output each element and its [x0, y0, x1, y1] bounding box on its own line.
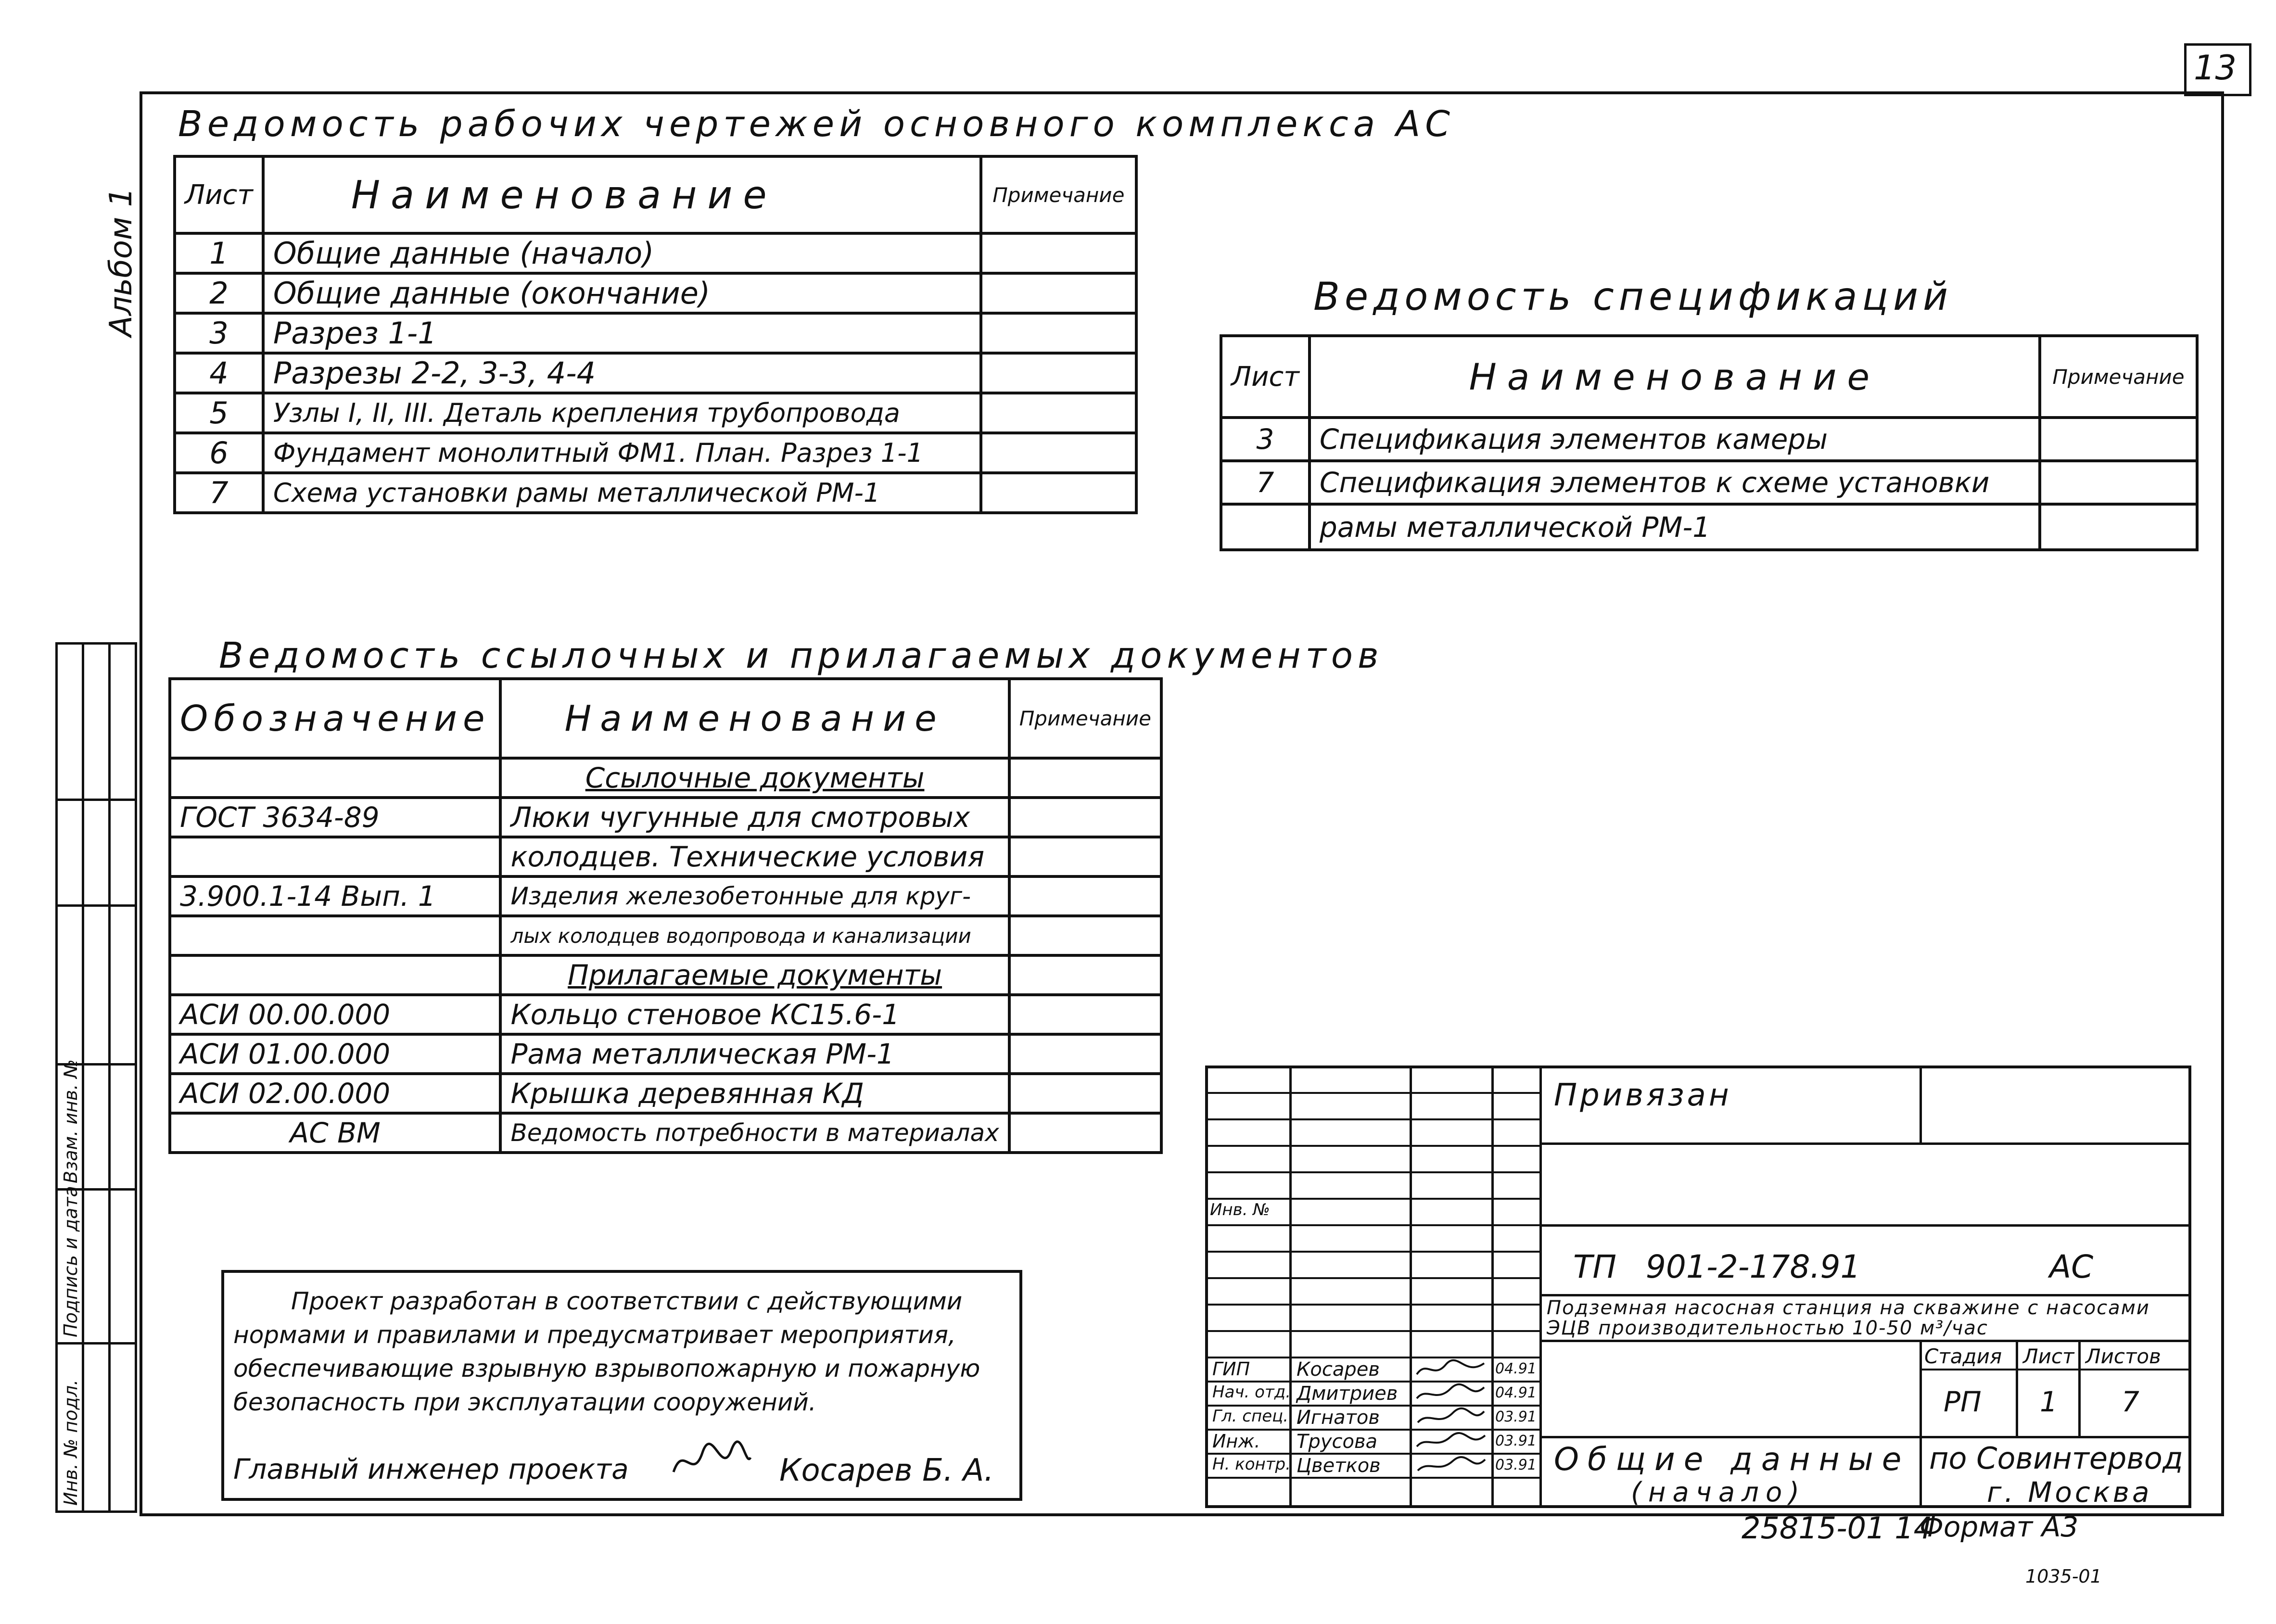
corner-code: 1035-01 — [2025, 1566, 2102, 1587]
sheet-name: Фундамент монолитный ФМ1. План. Разрез 1-1 — [263, 433, 981, 473]
doc-name: лых колодцев водопровода и канализации — [500, 916, 1009, 955]
doc-designation: АСИ 01.00.000 — [170, 1034, 500, 1074]
table-row — [1221, 418, 2197, 461]
sheet-name: Общие данные (окончание) — [263, 273, 981, 313]
sheet-name: Разрезы 2-2, 3-3, 4-4 — [263, 353, 981, 393]
doc-name: Рама металлическая РМ-1 — [500, 1034, 1009, 1074]
sheet-name: Разрез 1-1 — [263, 313, 981, 353]
sheet-number: 5 — [175, 393, 263, 433]
table-row — [1221, 504, 2197, 550]
staff-name: Игнатов — [1297, 1407, 1380, 1429]
table-row — [170, 876, 1161, 916]
drawings-table — [173, 155, 1138, 514]
table-row — [170, 1113, 1161, 1153]
staff-role: Нач. отд. — [1212, 1383, 1291, 1402]
stamp-line — [1205, 1171, 1542, 1173]
staff-date: 03.91 — [1495, 1433, 1537, 1449]
staff-name: Дмитриев — [1297, 1383, 1398, 1405]
table-row — [175, 473, 1136, 513]
sheet-header: Лист — [2023, 1345, 2074, 1368]
col-designation: Обозначение — [170, 679, 500, 758]
stamp-line — [1491, 1066, 1494, 1508]
stamp-line — [1205, 1330, 1542, 1332]
stage-value: РП — [1944, 1385, 1982, 1418]
stamp-line — [1205, 1251, 1542, 1253]
left-strip-sep-1 — [55, 799, 137, 801]
doc-designation: АСИ 00.00.000 — [170, 995, 500, 1034]
doc-section-heading: Прилагаемые документы — [500, 955, 1009, 995]
sheets-header: Листов — [2085, 1345, 2161, 1368]
staff-date: 03.91 — [1495, 1408, 1537, 1425]
sheet-note — [981, 393, 1136, 433]
staff-date: 03.91 — [1495, 1457, 1537, 1473]
left-strip-sep-2 — [55, 904, 137, 907]
sheet-number: 3 — [1221, 418, 1310, 461]
col-note: Примечание — [2040, 336, 2197, 418]
doc-name: Изделия железобетонные для круг- — [500, 876, 1009, 916]
stamp-line — [1920, 1369, 2191, 1370]
paper-format: Формат А3 — [1920, 1510, 2079, 1543]
staff-name: Трусова — [1297, 1431, 1378, 1453]
note-line: нормами и правилами и предусматривает мероприятия, — [233, 1321, 956, 1349]
doc-designation — [170, 916, 500, 955]
sheet-value: 1 — [2040, 1385, 2058, 1418]
table-row — [175, 353, 1136, 393]
doc-note — [1009, 837, 1161, 876]
table-row — [175, 313, 1136, 353]
staff-name: Косарев — [1297, 1358, 1380, 1381]
project-code: ТП 901-2-178.91 — [1573, 1248, 1861, 1285]
staff-role: Н. контр. — [1212, 1455, 1291, 1474]
stamp-line — [1539, 1340, 2191, 1342]
sheet-name: Спецификация элементов камеры — [1310, 418, 2040, 461]
doc-name: колодцев. Технические условия — [500, 837, 1009, 876]
inventory-number: 25815-01 14 — [1742, 1510, 1933, 1546]
album-label: Альбом 1 — [103, 187, 139, 337]
table-row — [170, 995, 1161, 1034]
sheet-note — [981, 313, 1136, 353]
stamp-line — [1539, 1294, 2191, 1296]
col-note: Примечание — [981, 156, 1136, 233]
refs-title: Ведомость ссылочных и прилагаемых документов — [219, 635, 1384, 676]
sheet-note — [981, 233, 1136, 273]
table-row — [170, 758, 1161, 798]
left-strip-line-2 — [108, 642, 111, 1513]
privyazan-label: Привязан — [1554, 1078, 1732, 1113]
doc-note — [1009, 876, 1161, 916]
sheet-number: 1 — [175, 233, 263, 273]
table-row — [170, 837, 1161, 876]
doc-designation: АСИ 02.00.000 — [170, 1074, 500, 1113]
table-row — [170, 1034, 1161, 1074]
stamp-line — [1205, 1224, 1542, 1226]
staff-role: Инж. — [1212, 1431, 1260, 1452]
col-sheet: Лист — [175, 156, 263, 233]
col-note: Примечание — [1009, 679, 1161, 758]
left-strip-label-inv: Инв. № подл. — [60, 1379, 81, 1506]
stage-header: Стадия — [1924, 1345, 2002, 1368]
table-row — [170, 955, 1161, 995]
table-row — [175, 433, 1136, 473]
stamp-line — [1205, 1145, 1542, 1147]
sheet-note — [981, 433, 1136, 473]
sheets-value: 7 — [2122, 1385, 2139, 1418]
staff-role: Гл. спец. — [1212, 1407, 1289, 1426]
project-description: Подземная насосная станция на скважине с насосами ЭЦВ производительностью 10-50 м³/час — [1547, 1297, 2150, 1339]
sheet-title-1: Общие данные — [1554, 1441, 1910, 1478]
doc-note — [1009, 995, 1161, 1034]
chief-engineer-signature — [669, 1438, 755, 1486]
doc-name: Кольцо стеновое КС15.6-1 — [500, 995, 1009, 1034]
doc-note — [1009, 1034, 1161, 1074]
specs-header-row — [1221, 336, 2197, 418]
col-name: Наименование — [500, 679, 1009, 758]
stamp-line — [1920, 1340, 1922, 1508]
sheet-title-2: (начало) — [1631, 1477, 1806, 1508]
table-row — [1221, 461, 2197, 504]
stamp-line — [1205, 1477, 1542, 1479]
sheet-note — [2040, 504, 2197, 550]
note-text — [233, 1284, 980, 1419]
stamp-line — [1205, 1277, 1542, 1279]
sheet-number: 4 — [175, 353, 263, 393]
sheet-number — [1221, 504, 1310, 550]
sheet-note — [2040, 418, 2197, 461]
stamp-line — [1205, 1198, 1542, 1200]
doc-note — [1009, 1113, 1161, 1153]
chief-engineer-name: Косарев Б. А. — [779, 1453, 994, 1488]
staff-name: Цветков — [1297, 1455, 1381, 1477]
stamp-line — [1539, 1066, 1542, 1508]
doc-designation: АС ВМ — [170, 1113, 500, 1153]
doc-designation — [170, 955, 500, 995]
doc-note — [1009, 798, 1161, 837]
organization-2: г. Москва — [1987, 1476, 2152, 1509]
sheet-note — [981, 273, 1136, 313]
note-line: обеспечивающие взрывную взрывопожарную и пожарную — [233, 1355, 980, 1383]
drawings-header-row — [175, 156, 1136, 233]
sheet-note — [2040, 461, 2197, 504]
drawings-title: Ведомость рабочих чертежей основного комплекса АС — [178, 103, 1455, 145]
col-name: Наименование — [263, 156, 981, 233]
refs-header-row — [170, 679, 1161, 758]
table-row — [170, 1074, 1161, 1113]
sheet-name: Схема установки рамы металлической РМ-1 — [263, 473, 981, 513]
table-row — [175, 273, 1136, 313]
sheet-name: Спецификация элементов к схеме установки — [1310, 461, 2040, 504]
left-strip-label-vzam: Взам. инв. № — [60, 1059, 81, 1183]
stamp-line — [1920, 1066, 1922, 1142]
chief-engineer-label: Главный инженер проекта — [233, 1453, 629, 1485]
stamp-line — [1205, 1092, 1542, 1094]
page-number: 13 — [2194, 48, 2237, 88]
stamp-line — [1289, 1066, 1292, 1508]
inv-label: Инв. № — [1210, 1200, 1270, 1219]
project-mark: АС — [2049, 1248, 2094, 1285]
stamp-line — [1205, 1304, 1542, 1306]
sheet-name: рамы металлической РМ-1 — [1310, 504, 2040, 550]
sheet-number: 7 — [175, 473, 263, 513]
doc-designation — [170, 758, 500, 798]
refs-table — [168, 677, 1163, 1154]
table-row — [175, 393, 1136, 433]
table-row — [175, 233, 1136, 273]
staff-role: ГИП — [1212, 1358, 1250, 1380]
doc-note — [1009, 758, 1161, 798]
col-name: Наименование — [1310, 336, 2040, 418]
left-strip-line-1 — [82, 642, 84, 1513]
doc-note — [1009, 955, 1161, 995]
doc-designation: 3.900.1-14 Вып. 1 — [170, 876, 500, 916]
doc-designation: ГОСТ 3634-89 — [170, 798, 500, 837]
stamp-line — [1539, 1436, 2191, 1438]
doc-designation — [170, 837, 500, 876]
stamp-line — [1205, 1118, 1542, 1120]
stamp-line — [2078, 1340, 2081, 1436]
note-line: безопасность при эксплуатации сооружений. — [233, 1388, 816, 1416]
sheet-name: Общие данные (начало) — [263, 233, 981, 273]
table-row — [170, 916, 1161, 955]
sheet-number: 6 — [175, 433, 263, 473]
doc-name: Крышка деревянная КД — [500, 1074, 1009, 1113]
doc-note — [1009, 916, 1161, 955]
stamp-line — [1539, 1224, 2191, 1227]
doc-name: Ведомость потребности в материалах — [500, 1113, 1009, 1153]
table-row — [170, 798, 1161, 837]
doc-section-heading: Ссылочные документы — [500, 758, 1009, 798]
doc-note — [1009, 1074, 1161, 1113]
left-strip-label-sign: Подпись и дата — [60, 1186, 81, 1337]
sheet-number: 2 — [175, 273, 263, 313]
sheet-note — [981, 473, 1136, 513]
stamp-line — [1539, 1142, 2191, 1145]
staff-date: 04.91 — [1495, 1360, 1537, 1377]
left-strip-sep-5 — [55, 1342, 137, 1345]
staff-date: 04.91 — [1495, 1384, 1537, 1401]
staff-signatures — [1412, 1358, 1491, 1478]
sheet-note — [981, 353, 1136, 393]
specs-title: Ведомость спецификаций — [1313, 274, 1953, 319]
sheet-number: 7 — [1221, 461, 1310, 504]
organization-1: по Совинтервод — [1929, 1441, 2183, 1476]
stamp-line — [2016, 1340, 2018, 1436]
sheet-number: 3 — [175, 313, 263, 353]
col-sheet: Лист — [1221, 336, 1310, 418]
specs-table — [1220, 334, 2199, 551]
sheet-name: Узлы I, II, III. Деталь крепления трубопровода — [263, 393, 981, 433]
doc-name: Люки чугунные для смотровых — [500, 798, 1009, 837]
note-line: Проект разработан в соответствии с действующими — [291, 1287, 963, 1315]
